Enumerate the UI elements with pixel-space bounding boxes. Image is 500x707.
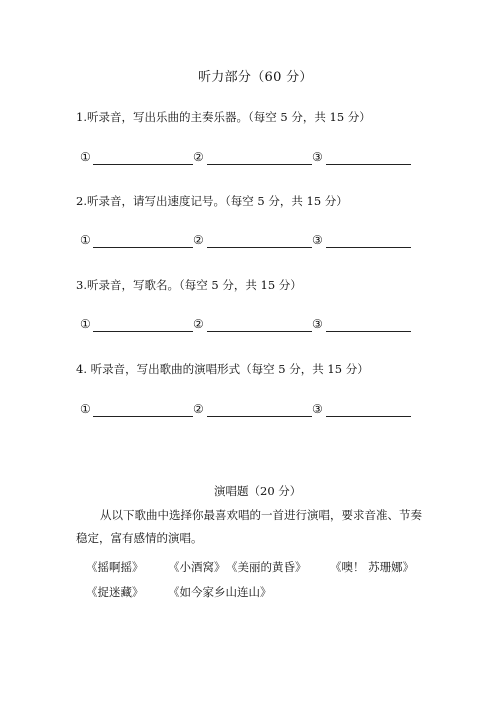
question-4-answer-row bbox=[80, 402, 420, 418]
blank-marker-1: ① bbox=[80, 150, 91, 164]
blank-marker-2: ② bbox=[193, 402, 204, 416]
song-title: 《美丽的黄昏》 bbox=[226, 560, 307, 574]
blank-marker-1: ① bbox=[80, 233, 91, 247]
question-1-answer-row bbox=[80, 150, 420, 166]
blank-marker-3: ③ bbox=[312, 317, 323, 331]
answer-blank-3[interactable] bbox=[326, 247, 411, 248]
answer-blank-3[interactable] bbox=[326, 416, 411, 417]
answer-blank-1[interactable] bbox=[93, 247, 193, 248]
question-3-text: 3.听录音，写歌名。（每空 5 分，共 15 分） bbox=[76, 278, 302, 292]
answer-blank-3[interactable] bbox=[326, 331, 411, 332]
song-title: 《噢！ 苏珊娜》 bbox=[330, 560, 415, 574]
question-4-text: 4. 听录音，写出歌曲的演唱形式（每空 5 分，共 15 分） bbox=[76, 362, 369, 376]
song-title: 《摇啊摇》 bbox=[86, 560, 144, 574]
question-3-answer-row bbox=[80, 317, 420, 333]
answer-blank-2[interactable] bbox=[207, 247, 312, 248]
answer-blank-1[interactable] bbox=[93, 164, 193, 165]
question-2-text: 2.听录音，请写出速度记号。（每空 5 分，共 15 分） bbox=[76, 194, 348, 208]
blank-marker-1: ① bbox=[80, 317, 91, 331]
listening-section-title: 听力部分（60 分） bbox=[198, 70, 313, 85]
blank-marker-3: ③ bbox=[312, 233, 323, 247]
song-title: 《捉迷藏》 bbox=[86, 585, 144, 599]
answer-blank-3[interactable] bbox=[326, 164, 411, 165]
answer-blank-2[interactable] bbox=[207, 331, 312, 332]
song-title: 《如今家乡山连山》 bbox=[168, 585, 272, 599]
answer-blank-1[interactable] bbox=[93, 416, 193, 417]
answer-blank-2[interactable] bbox=[207, 164, 312, 165]
blank-marker-1: ① bbox=[80, 402, 91, 416]
singing-section-title: 演唱题（20 分） bbox=[214, 484, 302, 498]
answer-blank-1[interactable] bbox=[93, 331, 193, 332]
singing-instruction-line-1: 从以下歌曲中选择你最喜欢唱的一首进行演唱，要求音准、节奏 bbox=[100, 508, 422, 522]
blank-marker-2: ② bbox=[193, 150, 204, 164]
singing-instruction-line-2: 稳定，富有感情的演唱。 bbox=[76, 531, 203, 545]
blank-marker-3: ③ bbox=[312, 402, 323, 416]
question-2-answer-row bbox=[80, 233, 420, 249]
blank-marker-2: ② bbox=[193, 233, 204, 247]
blank-marker-3: ③ bbox=[312, 150, 323, 164]
blank-marker-2: ② bbox=[193, 317, 204, 331]
question-1-text: 1.听录音，写出乐曲的主奏乐器。（每空 5 分，共 15 分） bbox=[76, 110, 371, 124]
song-title: 《小酒窝》 bbox=[168, 560, 226, 574]
answer-blank-2[interactable] bbox=[207, 416, 312, 417]
